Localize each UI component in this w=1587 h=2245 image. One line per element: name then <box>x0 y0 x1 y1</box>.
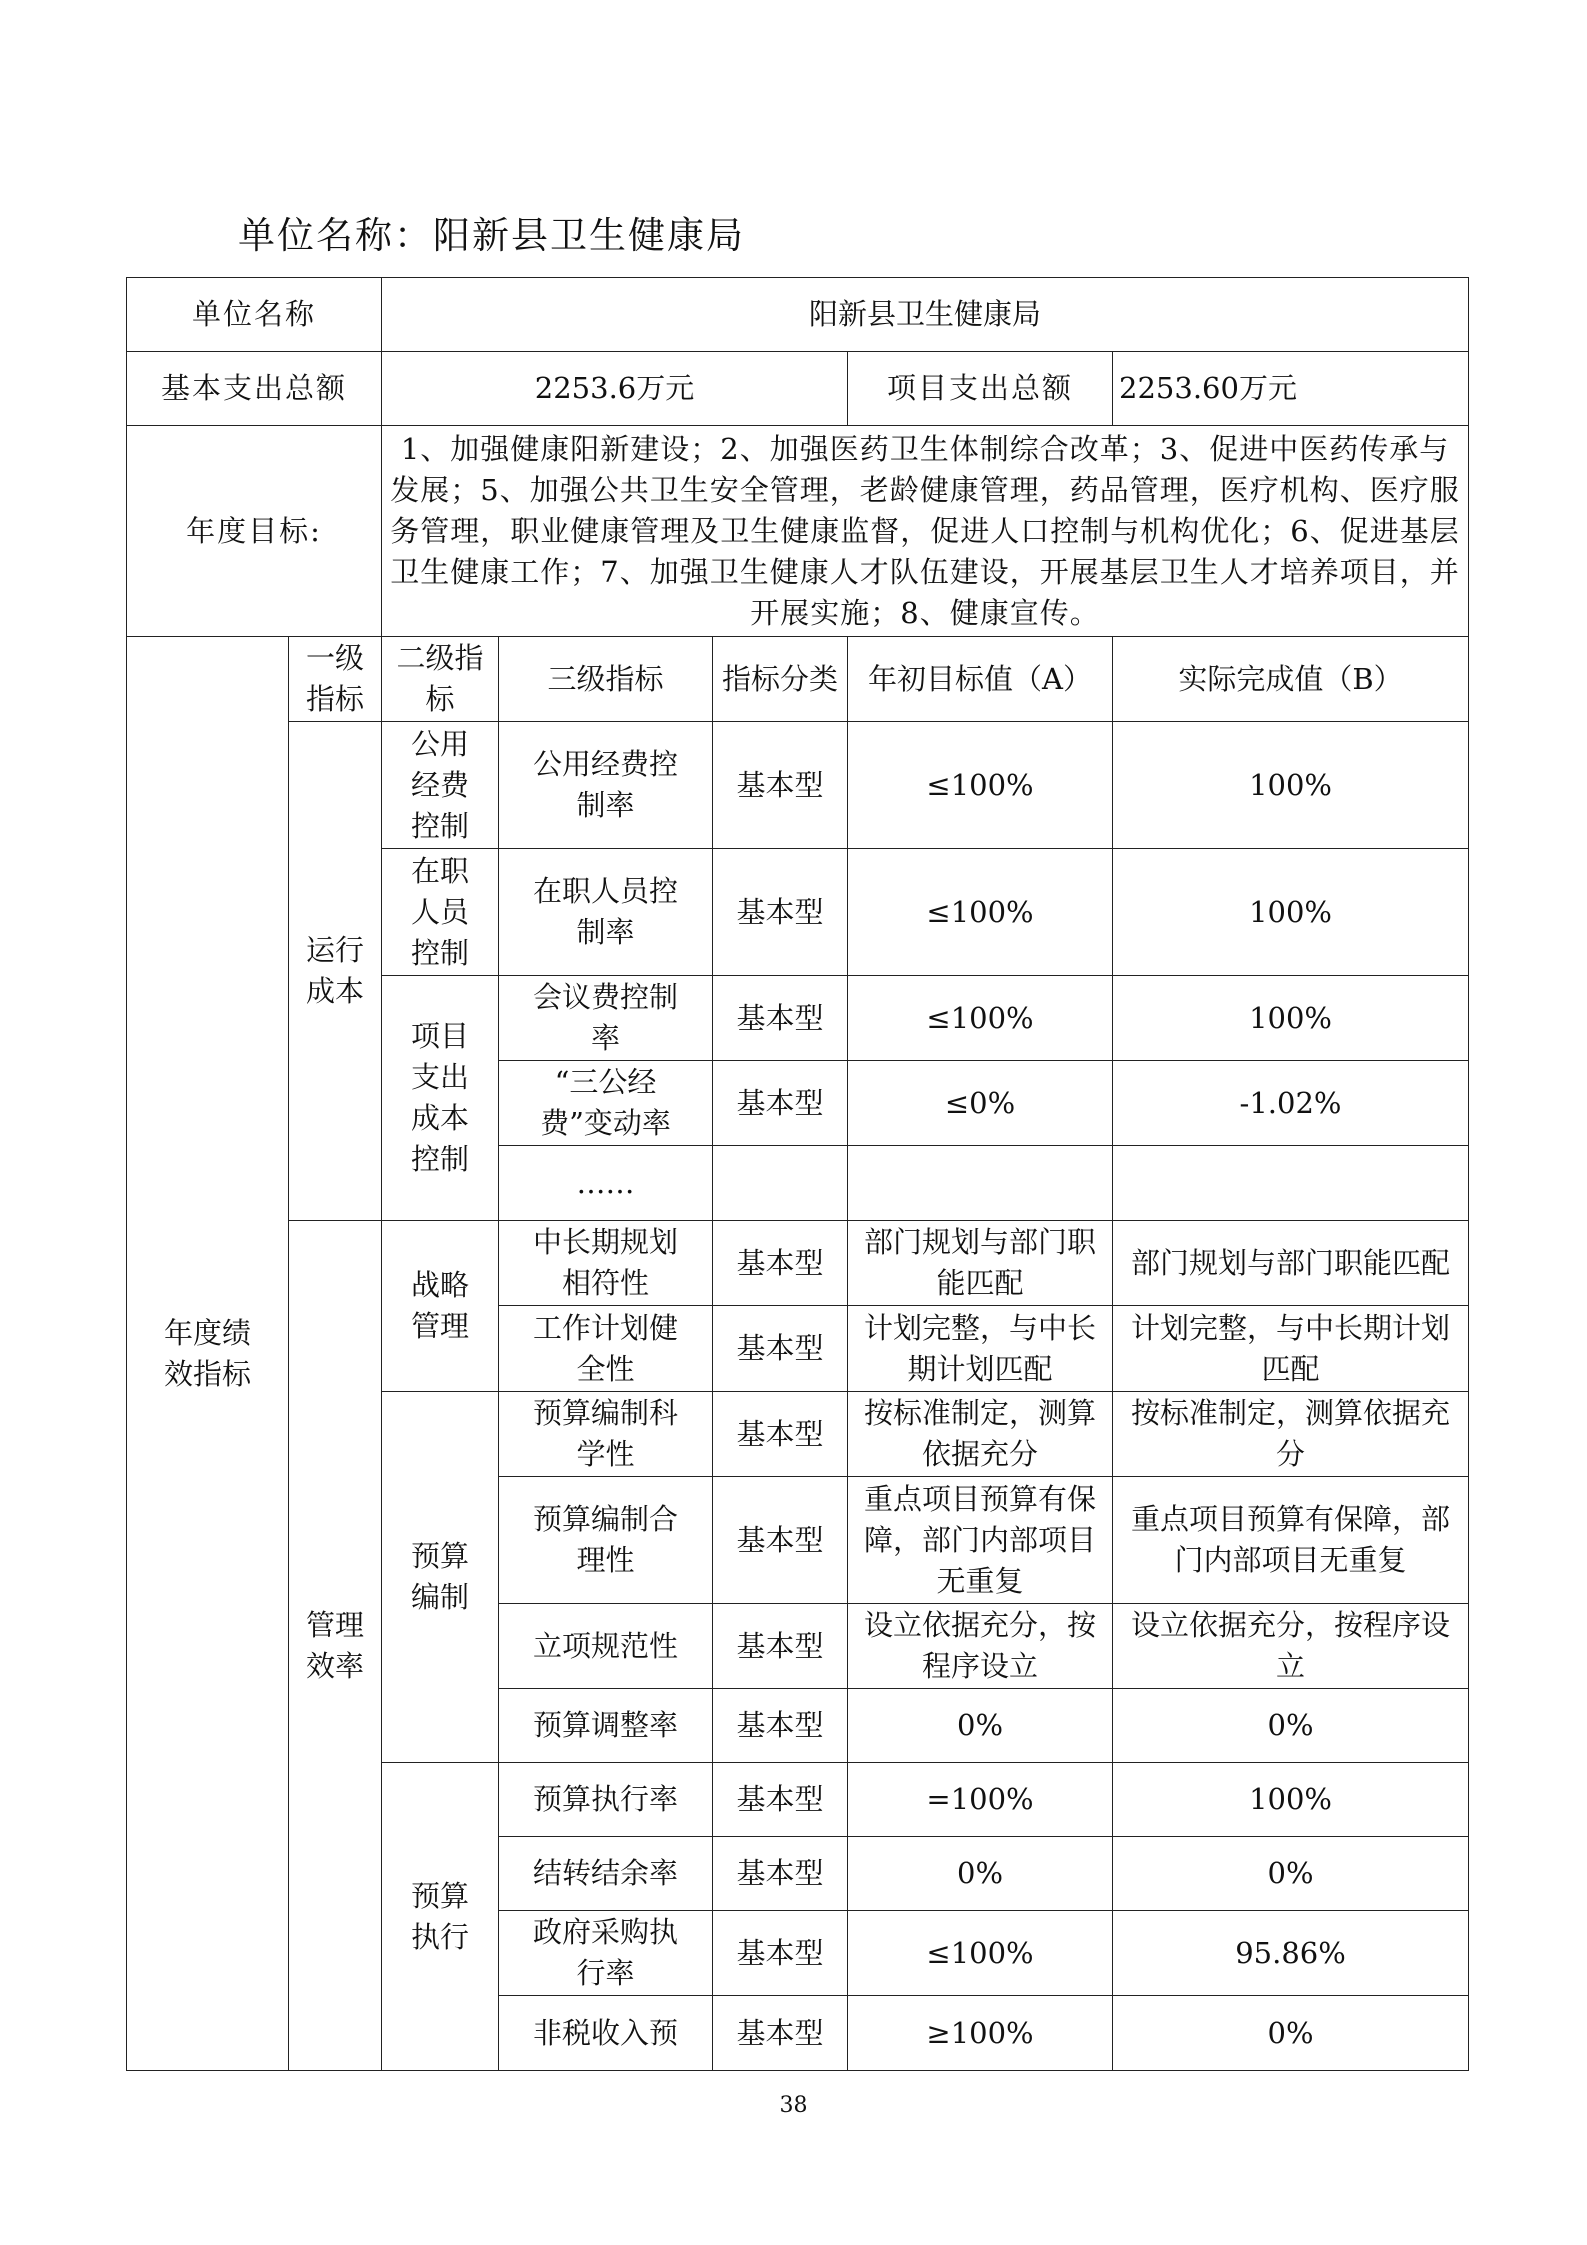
target-cell: =100% <box>848 1763 1113 1837</box>
category-cell: 基本型 <box>713 1306 848 1392</box>
actual-cell: 0% <box>1113 1996 1469 2071</box>
level3-cell: 结转结余率 <box>499 1837 713 1911</box>
level3-cell: “三公经费”变动率 <box>499 1061 713 1146</box>
level3-cell: …… <box>499 1146 713 1221</box>
target-cell: 0% <box>848 1837 1113 1911</box>
level1-management-efficiency: 管理效率 <box>289 1221 382 2071</box>
actual-cell: 100% <box>1113 722 1469 849</box>
col-level2-header: 二级指标 <box>382 637 499 722</box>
level3-cell: 预算调整率 <box>499 1689 713 1763</box>
category-cell: 基本型 <box>713 1996 848 2071</box>
target-cell: 设立依据充分，按程序设立 <box>848 1604 1113 1689</box>
project-expenditure-value: 2253.60万元 <box>1113 352 1469 426</box>
actual-cell: 95.86% <box>1113 1911 1469 1996</box>
actual-cell: 设立依据充分，按程序设立 <box>1113 1604 1469 1689</box>
performance-table <box>126 277 1469 2071</box>
actual-cell: 100% <box>1113 849 1469 976</box>
category-cell <box>713 1146 848 1221</box>
actual-cell: 计划完整，与中长期计划匹配 <box>1113 1306 1469 1392</box>
actual-cell: 100% <box>1113 1763 1469 1837</box>
category-cell: 基本型 <box>713 722 848 849</box>
category-cell: 基本型 <box>713 1763 848 1837</box>
target-cell: ≥100% <box>848 1996 1113 2071</box>
target-cell <box>848 1146 1113 1221</box>
perf-section-label: 年度绩效指标 <box>127 637 289 2071</box>
row-annual-goal <box>127 426 1469 637</box>
col-category-header: 指标分类 <box>713 637 848 722</box>
category-cell: 基本型 <box>713 1477 848 1604</box>
target-cell: ≤100% <box>848 1911 1113 1996</box>
level2-budget-execution: 预算执行 <box>382 1763 499 2071</box>
row-expenditure <box>127 352 1469 426</box>
level2-strategy: 战略管理 <box>382 1221 499 1392</box>
table-row <box>127 722 1469 849</box>
target-cell: ≤0% <box>848 1061 1113 1146</box>
category-cell: 基本型 <box>713 976 848 1061</box>
category-cell: 基本型 <box>713 1061 848 1146</box>
row-column-headers <box>127 637 1469 722</box>
target-cell: 重点项目预算有保障，部门内部项目无重复 <box>848 1477 1113 1604</box>
basic-expenditure-label: 基本支出总额 <box>127 352 382 426</box>
page-number: 38 <box>779 2093 808 2118</box>
category-cell: 基本型 <box>713 1392 848 1477</box>
target-cell: 部门规划与部门职能匹配 <box>848 1221 1113 1306</box>
actual-cell <box>1113 1146 1469 1221</box>
level3-cell: 政府采购执行率 <box>499 1911 713 1996</box>
level3-cell: 中长期规划相符性 <box>499 1221 713 1306</box>
level3-cell: 会议费控制率 <box>499 976 713 1061</box>
actual-cell: -1.02% <box>1113 1061 1469 1146</box>
col-level1-header: 一级指标 <box>289 637 382 722</box>
category-cell: 基本型 <box>713 1911 848 1996</box>
actual-cell: 0% <box>1113 1837 1469 1911</box>
unit-name-label: 单位名称 <box>127 278 382 352</box>
annual-goal-text: 1、加强健康阳新建设；2、加强医药卫生体制综合改革；3、促进中医药传承与发展；5、加强公共卫生安全管理，老龄健康管理，药品管理，医疗机构、医疗服务管理，职业健康管理及卫生健康监督，促进人口控制与机构优化；6、促进基层卫生健康工作；7、加强卫生健康人才队伍建设，开展基层卫生人才培养项目，并开展实施；8、健康宣传。 <box>382 426 1469 637</box>
target-cell: ≤100% <box>848 722 1113 849</box>
category-cell: 基本型 <box>713 1604 848 1689</box>
actual-cell: 按标准制定，测算依据充分 <box>1113 1392 1469 1477</box>
level3-cell: 非税收入预 <box>499 1996 713 2071</box>
col-level3-header: 三级指标 <box>499 637 713 722</box>
col-target-header: 年初目标值（A） <box>848 637 1113 722</box>
unit-name-value: 阳新县卫生健康局 <box>382 278 1469 352</box>
actual-cell: 重点项目预算有保障，部门内部项目无重复 <box>1113 1477 1469 1604</box>
target-cell: 计划完整，与中长期计划匹配 <box>848 1306 1113 1392</box>
level2-staff: 在职人员控制 <box>382 849 499 976</box>
target-cell: 0% <box>848 1689 1113 1763</box>
level3-cell: 预算编制合理性 <box>499 1477 713 1604</box>
category-cell: 基本型 <box>713 1221 848 1306</box>
level3-cell: 预算编制科学性 <box>499 1392 713 1477</box>
level3-cell: 立项规范性 <box>499 1604 713 1689</box>
level2-budget-preparation: 预算编制 <box>382 1392 499 1763</box>
actual-cell: 部门规划与部门职能匹配 <box>1113 1221 1469 1306</box>
row-unit-name <box>127 278 1469 352</box>
annual-goal-label: 年度目标: <box>127 426 382 637</box>
table-row <box>127 1221 1469 1306</box>
heading-value: 阳新县卫生健康局 <box>433 214 745 257</box>
col-actual-header: 实际完成值（B） <box>1113 637 1469 722</box>
level3-cell: 预算执行率 <box>499 1763 713 1837</box>
heading-label: 单位名称： <box>238 214 433 257</box>
target-cell: ≤100% <box>848 976 1113 1061</box>
category-cell: 基本型 <box>713 849 848 976</box>
level3-cell: 工作计划健全性 <box>499 1306 713 1392</box>
actual-cell: 100% <box>1113 976 1469 1061</box>
level2-public-funds: 公用经费控制 <box>382 722 499 849</box>
category-cell: 基本型 <box>713 1689 848 1763</box>
basic-expenditure-value: 2253.6万元 <box>382 352 848 426</box>
level3-cell: 在职人员控制率 <box>499 849 713 976</box>
level2-project-cost: 项目支出成本控制 <box>382 976 499 1221</box>
target-cell: 按标准制定，测算依据充分 <box>848 1392 1113 1477</box>
page-heading <box>238 205 745 259</box>
actual-cell: 0% <box>1113 1689 1469 1763</box>
level3-cell: 公用经费控制率 <box>499 722 713 849</box>
category-cell: 基本型 <box>713 1837 848 1911</box>
level1-operating-cost: 运行成本 <box>289 722 382 1221</box>
project-expenditure-label: 项目支出总额 <box>848 352 1113 426</box>
target-cell: ≤100% <box>848 849 1113 976</box>
